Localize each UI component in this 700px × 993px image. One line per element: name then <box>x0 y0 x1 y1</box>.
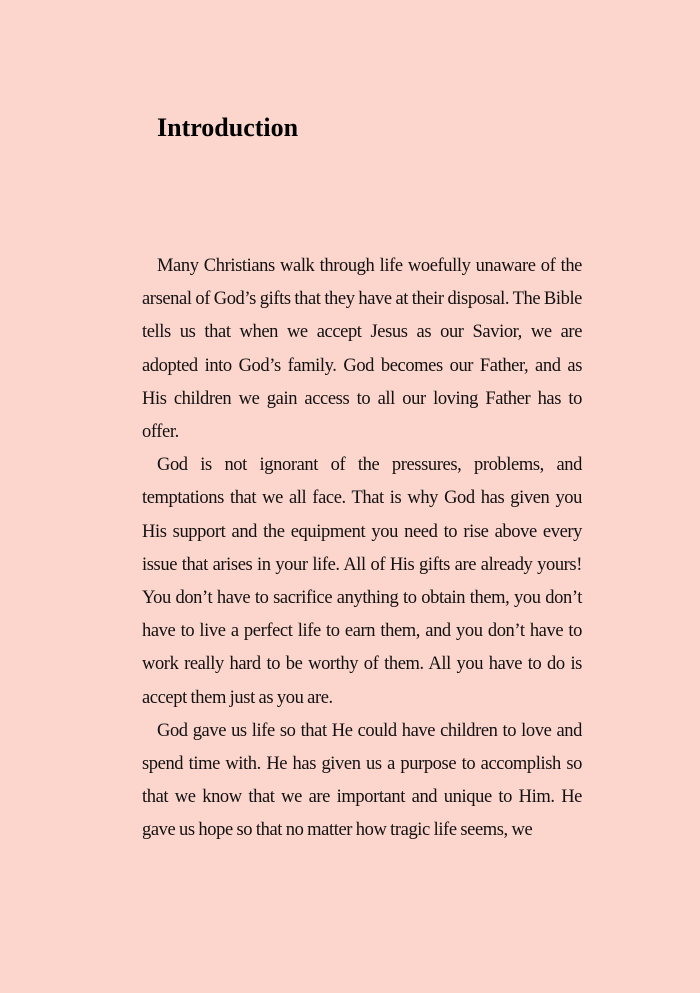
paragraph: God gave us life so that He could have children to love and spend time with. He has given us a purpose to accomplish so that we know that we are important and unique to Him. He gave us hope so that no matter how tragic life seems, we <box>142 720 582 841</box>
paragraph: Many Christians walk through life woefully unaware of the arsenal of God’s gifts that they have at their disposal. The Bible tells us that when we accept Jesus as our Savior, we are adopted into God’s family. God becomes our Father, and as His children we gain access to all our loving Father has to offer. <box>142 256 582 443</box>
paragraph: God is not ignorant of the pressures, problems, and temptations that we all face. That is why God has given you His support and the equipment you need to rise above every issue that arises in your life. All of His gifts are already yours! You don’t have to sacrifice anything to obtain them, you don’t have to live a perfect life to earn them, and you don’t have to work really hard to be worthy of them. All you have to do is accept them just as you are. <box>142 455 582 708</box>
body-text <box>142 250 582 848</box>
page-title: Introduction <box>157 113 299 142</box>
